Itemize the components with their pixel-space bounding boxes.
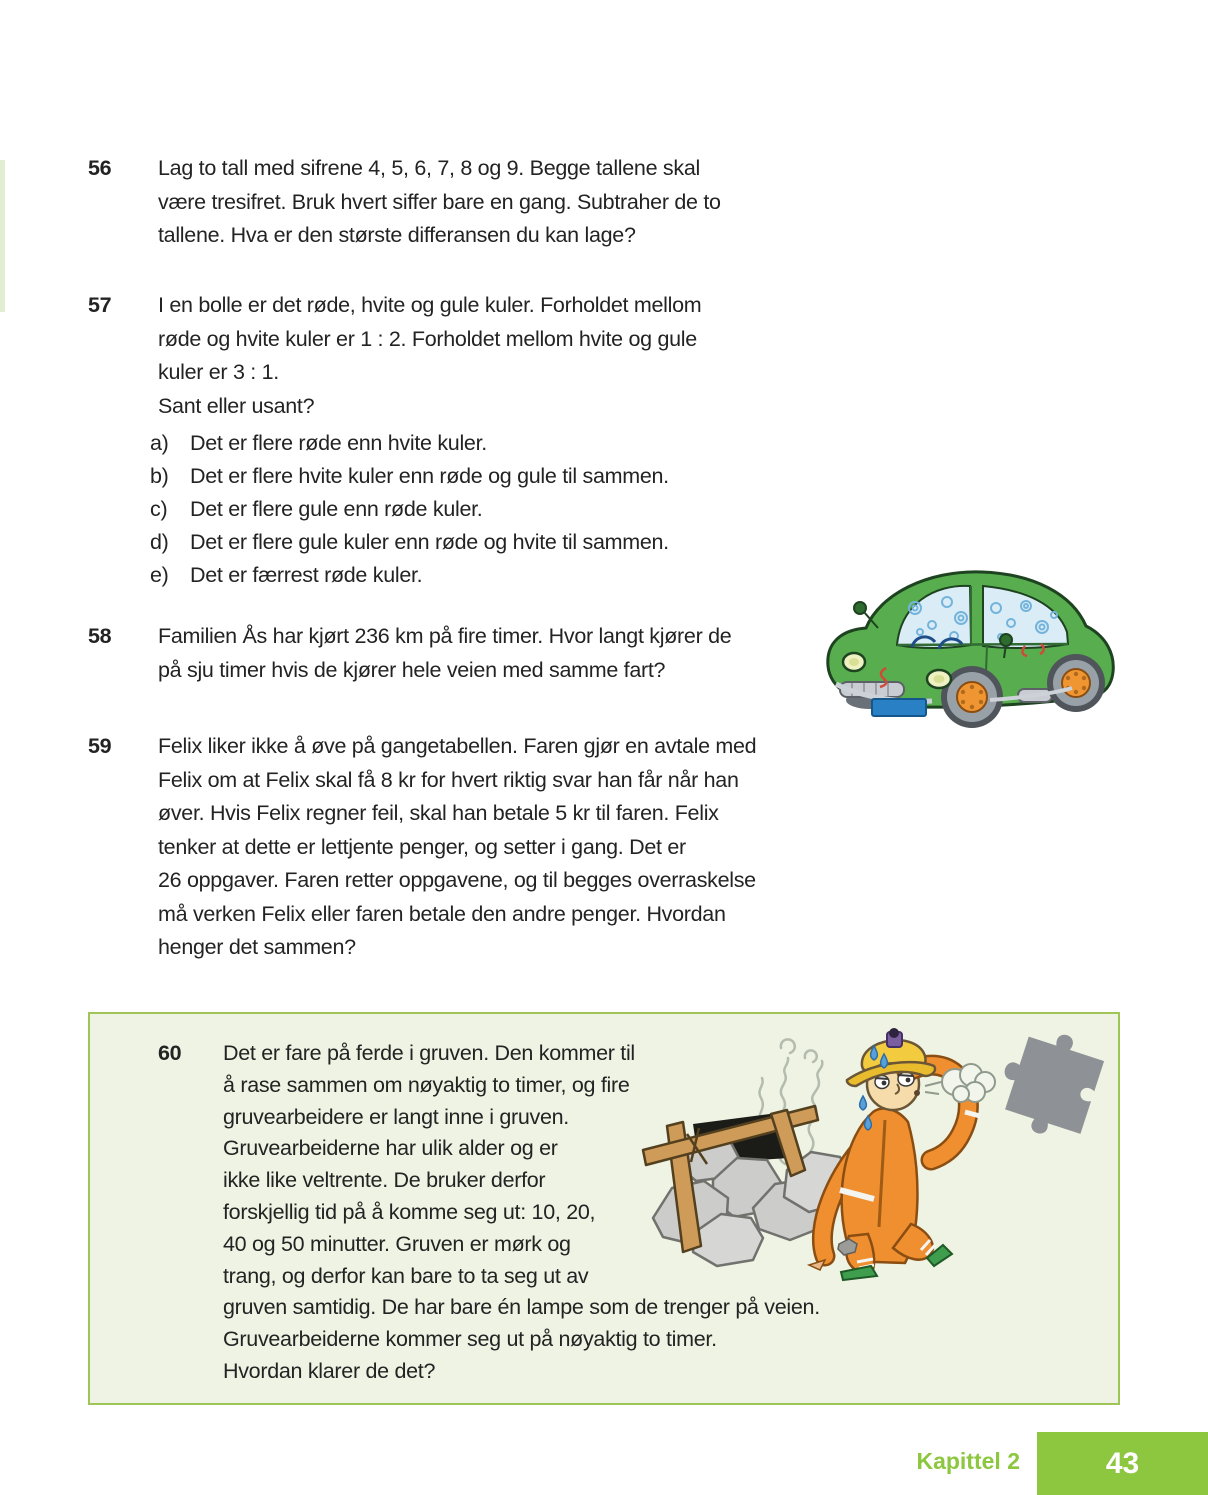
- exercise-number: 56: [88, 156, 112, 180]
- option-c: [150, 493, 669, 526]
- exercise-56: [88, 152, 721, 253]
- exercise-number: 60: [158, 1041, 182, 1065]
- exercise-text: [158, 289, 701, 423]
- option-label: a): [150, 431, 169, 455]
- puzzle-piece-icon: [989, 1022, 1108, 1146]
- option-label: b): [150, 464, 169, 488]
- text-line: Gruvearbeiderne har ulik alder og er: [223, 1136, 558, 1161]
- exercise-text: [158, 730, 756, 965]
- text-line: på sju timer hvis de kjører hele veien med samme fart?: [158, 657, 666, 682]
- exercise-number: 59: [88, 734, 112, 758]
- exercise-text: [158, 152, 721, 253]
- page-number-badge: 43: [1037, 1432, 1208, 1495]
- option-e: [150, 559, 669, 592]
- option-text: Det er flere gule enn røde kuler.: [190, 497, 483, 521]
- text-line: gruven samtidig. De har bare én lampe som de trenger på veien.: [223, 1295, 820, 1320]
- option-label: d): [150, 530, 169, 554]
- breath-cloud: [942, 1064, 995, 1102]
- option-b: [150, 460, 669, 493]
- text-line: gruvearbeidere er langt inne i gruven.: [223, 1104, 569, 1129]
- text-line: Familien Ås har kjørt 236 km på fire timer. Hvor langt kjører de: [158, 624, 732, 648]
- text-line: trang, og derfor kan bare to ta seg ut av: [223, 1263, 589, 1288]
- exercise-57: [88, 289, 701, 423]
- text-line: tenker at dette er lettjente penger, og setter i gang. Det er: [158, 834, 686, 859]
- car-illustration: [820, 546, 1120, 738]
- exercise-58: [88, 620, 731, 687]
- option-d: [150, 526, 669, 559]
- exercise-text: [158, 620, 731, 687]
- option-text: Det er flere hvite kuler enn røde og gule til sammen.: [190, 464, 669, 488]
- text-line: forskjellig tid på å komme seg ut: 10, 20,: [223, 1199, 596, 1224]
- chapter-label: Kapittel 2: [916, 1448, 1020, 1474]
- text-line: må verken Felix eller faren betale den andre penger. Hvordan: [158, 901, 726, 926]
- text-line: kuler er 3 : 1.: [158, 360, 279, 384]
- text-line: 26 oppgaver. Faren retter oppgavene, og til begges overraskelse: [158, 868, 756, 892]
- text-line: Felix om at Felix skal få 8 kr for hvert riktig svar han får når han: [158, 767, 739, 792]
- text-line: henger det sammen?: [158, 935, 356, 959]
- exercise-number: 57: [88, 293, 112, 317]
- mine-scene-illustration: [635, 1022, 1115, 1284]
- text-line: røde og hvite kuler er 1 : 2. Forholdet mellom hvite og gule: [158, 326, 697, 351]
- text-line: 40 og 50 minutter. Gruven er mørk og: [223, 1231, 571, 1256]
- text-line: tallene. Hva er den største differansen du kan lage?: [158, 223, 636, 247]
- option-label: e): [150, 563, 169, 587]
- text-line: Hvordan klarer de det?: [223, 1358, 436, 1383]
- exercise-57-options: [150, 427, 669, 592]
- option-label: c): [150, 497, 168, 521]
- text-line: ikke like veltrente. De bruker derfor: [223, 1168, 546, 1193]
- option-text: Det er færrest røde kuler.: [190, 563, 423, 587]
- text-line: I en bolle er det røde, hvite og gule kuler. Forholdet mellom: [158, 293, 702, 317]
- text-line: være tresifret. Bruk hvert siffer bare en gang. Subtraher de to: [158, 189, 721, 214]
- text-line: Lag to tall med sifrene 4, 5, 6, 7, 8 og 9. Begge tallene skal: [158, 156, 700, 180]
- text-line: Gruvearbeiderne kommer seg ut på nøyaktig to timer.: [223, 1327, 717, 1352]
- text-line: å rase sammen om nøyaktig to timer, og fire: [223, 1072, 630, 1097]
- exercise-number: 58: [88, 624, 112, 648]
- miner-illustration: [809, 1028, 995, 1280]
- option-text: Det er flere gule kuler enn røde og hvite til sammen.: [190, 530, 669, 554]
- text-line: Sant eller usant?: [158, 393, 315, 418]
- exercise-59: [88, 730, 756, 965]
- option-a: [150, 427, 669, 460]
- option-text: Det er flere røde enn hvite kuler.: [190, 431, 487, 455]
- left-margin-strip: [0, 160, 5, 312]
- text-line: Felix liker ikke å øve på gangetabellen. Faren gjør en avtale med: [158, 734, 757, 758]
- text-line: øver. Hvis Felix regner feil, skal han betale 5 kr til faren. Felix: [158, 801, 719, 825]
- text-line: Det er fare på ferde i gruven. Den kommer til: [223, 1041, 635, 1065]
